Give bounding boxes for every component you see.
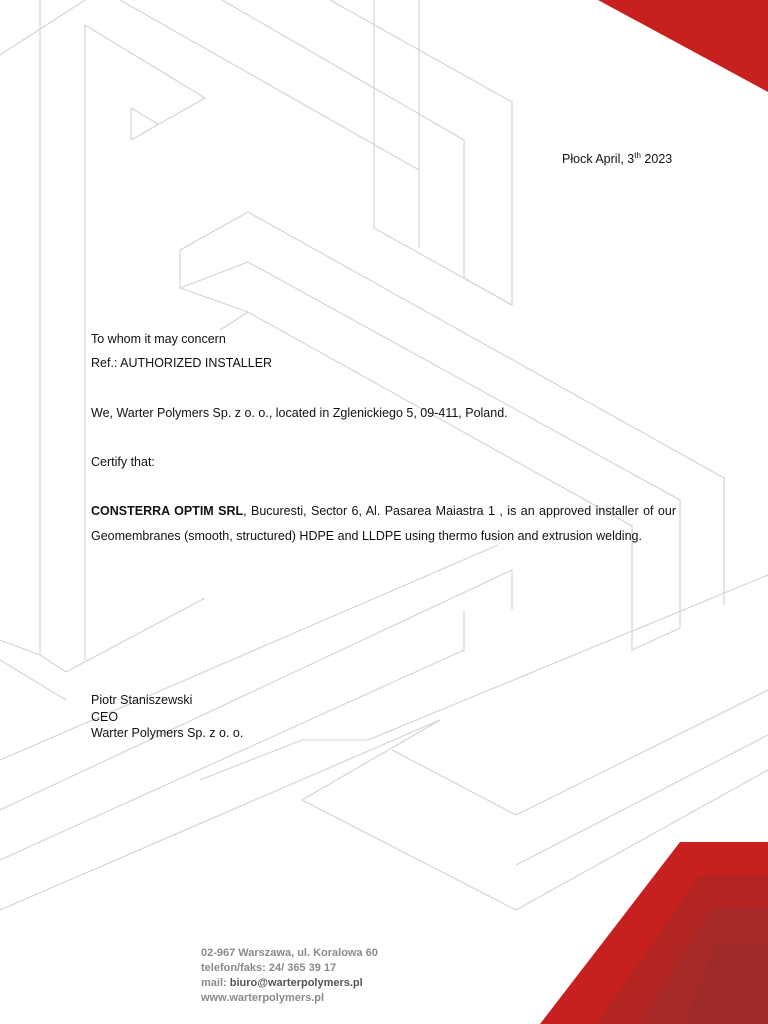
footer-website[interactable]: www.warterpolymers.pl bbox=[201, 992, 325, 1004]
corner-accent-top bbox=[598, 0, 768, 92]
reference-line: Ref.: AUTHORIZED INSTALLER bbox=[91, 356, 273, 370]
signatory-company: Warter Polymers Sp. z o. o. bbox=[91, 726, 244, 740]
certify-line: Certify that: bbox=[91, 455, 155, 469]
corner-accent-bottom bbox=[540, 842, 768, 1024]
certification-text: , Bucuresti, Sector 6, Al. Pasarea Maiastra 1 , is an approved installer of our Geomembranes (smooth, structured) HDPE and LLDPE using thermo fusion and extrusion welding. bbox=[91, 504, 676, 543]
date-ordinal: th bbox=[634, 151, 641, 160]
date-text: Płock April, 3 bbox=[562, 152, 635, 166]
certified-company-name: CONSTERRA OPTIM SRL bbox=[91, 504, 244, 518]
letter-date bbox=[562, 151, 672, 167]
certification-paragraph bbox=[91, 499, 676, 549]
signatory-name: Piotr Staniszewski bbox=[91, 693, 193, 707]
footer-mail-label: mail: bbox=[201, 977, 230, 989]
date-year: 2023 bbox=[640, 152, 673, 166]
salutation: To whom it may concern bbox=[91, 332, 226, 346]
footer-phone: telefon/faks: 24/ 365 39 17 bbox=[201, 962, 337, 974]
footer-contact bbox=[201, 946, 378, 1006]
footer-mail-link[interactable]: biuro@warterpolymers.pl bbox=[229, 977, 363, 989]
footer-address: 02-967 Warszawa, ul. Koralowa 60 bbox=[201, 947, 378, 959]
signatory-title: CEO bbox=[91, 710, 119, 724]
company-statement: We, Warter Polymers Sp. z o. o., located in Zglenickiego 5, 09-411, Poland. bbox=[91, 406, 508, 420]
footer-mail bbox=[201, 976, 378, 991]
